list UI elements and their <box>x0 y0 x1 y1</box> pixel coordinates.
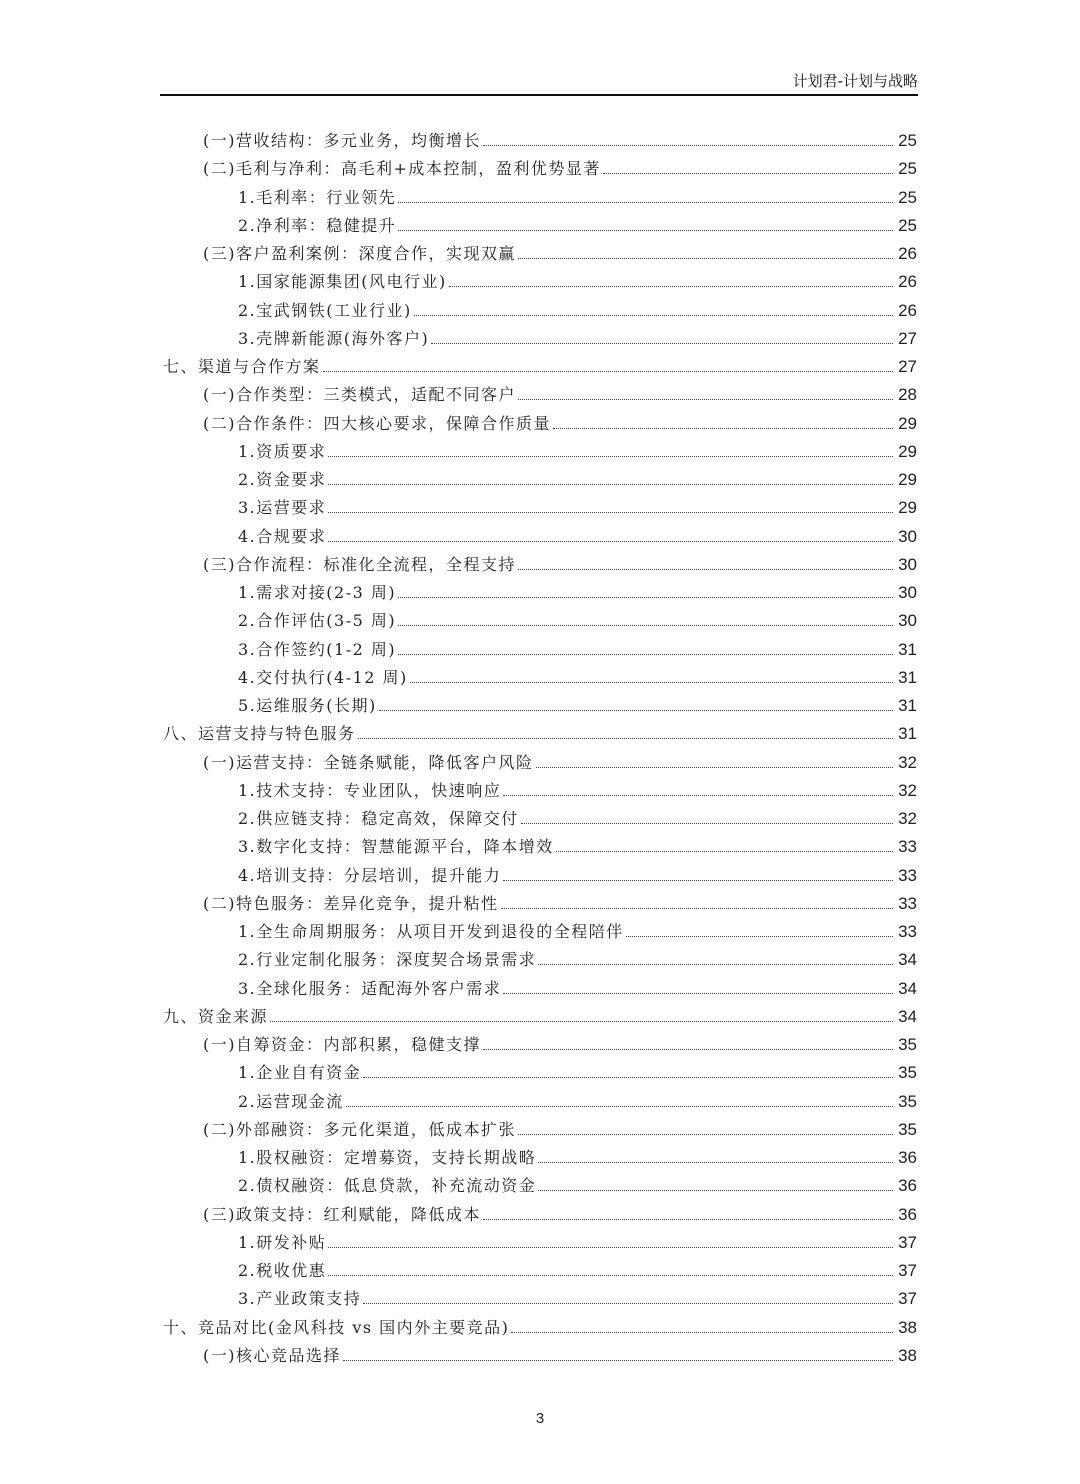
toc-entry-title: 5.运维服务(长期) <box>238 696 377 715</box>
toc-entry-title: (一)营收结构：多元业务，均衡增长 <box>203 131 481 150</box>
toc-entry-page: 35 <box>898 1035 917 1054</box>
toc-entry[interactable] <box>238 209 917 237</box>
toc-entry[interactable] <box>203 1113 917 1141</box>
toc-entry-page: 30 <box>898 554 917 574</box>
toc-entry-page: 25 <box>898 187 917 207</box>
toc-entry-page: 25 <box>898 159 917 179</box>
toc-entry-page: 35 <box>898 1119 917 1139</box>
toc-entry[interactable] <box>238 774 917 802</box>
toc-leader-dots <box>358 732 893 739</box>
toc-entry-page: 34 <box>898 978 917 998</box>
toc-entry-title: (二)特色服务：差异化竞争，提升粘性 <box>203 893 499 913</box>
toc-entry-page: 30 <box>898 611 917 631</box>
toc-entry-title: 2.合作评估(3-5 周) <box>238 611 397 631</box>
toc-entry-page: 35 <box>898 1091 917 1111</box>
toc-entry-page: 29 <box>898 470 917 489</box>
toc-entry-title: 2.资金要求 <box>238 470 327 489</box>
toc-entry[interactable] <box>238 689 917 717</box>
page-number: 3 <box>535 1410 545 1427</box>
toc-entry[interactable] <box>238 576 917 604</box>
toc-entry-page: 32 <box>898 752 917 772</box>
toc-entry-page: 37 <box>898 1261 917 1280</box>
toc-entry-title: 2.宝武钢铁(工业行业) <box>238 300 412 320</box>
toc-entry[interactable] <box>203 1198 917 1226</box>
toc-entry[interactable] <box>238 1169 917 1197</box>
toc-entry-page: 31 <box>898 667 917 687</box>
toc-entry-page: 33 <box>898 893 917 913</box>
toc-entry-title: 2.运营现金流 <box>238 1091 344 1111</box>
toc-entry[interactable] <box>238 181 917 209</box>
toc-entry-page: 31 <box>898 696 917 715</box>
toc-entry[interactable] <box>203 124 917 152</box>
toc-entry-title: (二)外部融资：多元化渠道，低成本扩张 <box>203 1119 516 1139</box>
toc-leader-dots <box>518 393 893 400</box>
toc-leader-dots <box>553 422 893 429</box>
toc-entry-page: 33 <box>898 865 917 885</box>
toc-entry-title: 2.税收优惠 <box>238 1261 327 1280</box>
toc-leader-dots <box>346 1100 893 1107</box>
toc-entry-page: 36 <box>898 1148 917 1167</box>
toc-entry-title: 1.股权融资：定增募资，支持长期战略 <box>238 1148 537 1167</box>
toc-entry-page: 29 <box>898 441 917 461</box>
toc-leader-dots <box>398 591 893 598</box>
toc-entry[interactable] <box>203 237 917 265</box>
toc-entry-page: 38 <box>898 1317 917 1337</box>
toc-entry[interactable] <box>203 746 917 774</box>
toc-leader-dots <box>538 1156 893 1163</box>
toc-entry-page: 30 <box>898 583 917 602</box>
toc-entry[interactable] <box>238 265 917 293</box>
toc-entry-title: 1.国家能源集团(风电行业) <box>238 272 447 292</box>
toc-entry-page: 29 <box>898 413 917 433</box>
toc-leader-dots <box>536 761 894 768</box>
toc-entry[interactable] <box>238 1056 917 1084</box>
toc-leader-dots <box>414 309 893 316</box>
toc-leader-dots <box>328 506 893 513</box>
toc-entry-page: 28 <box>898 385 917 405</box>
toc-entry[interactable] <box>203 1339 917 1367</box>
toc-entry-page: 27 <box>898 328 917 348</box>
toc-leader-dots <box>431 337 893 344</box>
toc-entry-title: 3.全球化服务：适配海外客户需求 <box>238 978 502 998</box>
toc-entry[interactable] <box>163 717 917 745</box>
toc-entry[interactable] <box>238 1282 917 1310</box>
toc-entry-page: 30 <box>898 526 917 546</box>
toc-leader-dots <box>518 252 893 259</box>
toc-entry[interactable] <box>238 322 917 350</box>
toc-leader-dots <box>343 1354 893 1361</box>
toc-leader-dots <box>328 535 893 542</box>
toc-entry[interactable] <box>203 548 917 576</box>
toc-entry[interactable] <box>203 378 917 406</box>
toc-entry-page: 34 <box>898 1006 917 1026</box>
toc-entry[interactable] <box>238 1254 917 1282</box>
toc-entry-title: 3.产业政策支持 <box>238 1289 362 1309</box>
header-title: 计划君-计划与战略 <box>792 72 918 90</box>
toc-leader-dots <box>398 196 893 203</box>
toc-entry[interactable] <box>163 350 917 378</box>
toc-entry-page: 31 <box>898 639 917 659</box>
toc-leader-dots <box>521 817 893 824</box>
toc-entry-title: 2.净利率：稳健提升 <box>238 215 397 235</box>
toc-entry[interactable] <box>238 859 917 887</box>
toc-entry-title: 1.技术支持：专业团队，快速响应 <box>238 780 502 800</box>
toc-leader-dots <box>328 1241 893 1248</box>
toc-entry[interactable] <box>238 633 917 661</box>
toc-entry[interactable] <box>238 661 917 689</box>
toc-leader-dots <box>603 167 893 174</box>
toc-entry-title: (三)合作流程：标准化全流程，全程支持 <box>203 554 516 574</box>
toc-entry-page: 37 <box>898 1289 917 1309</box>
toc-entry[interactable] <box>238 1085 917 1113</box>
toc-entry-title: 2.供应链支持：稳定高效，保障交付 <box>238 809 519 828</box>
toc-leader-dots <box>483 1213 893 1220</box>
toc-entry-title: 1.毛利率：行业领先 <box>238 187 397 207</box>
toc-entry-page: 36 <box>898 1204 917 1224</box>
toc-entry[interactable] <box>238 1141 917 1169</box>
toc-entry-title: (一)自筹资金：内部积累，稳健支撑 <box>203 1035 481 1054</box>
toc-entry-page: 26 <box>898 244 917 263</box>
toc-leader-dots <box>518 1128 893 1135</box>
toc-entry[interactable] <box>203 887 917 915</box>
toc-entry-title: 3.合作签约(1-2 周) <box>238 639 397 659</box>
toc-leader-dots <box>503 874 893 881</box>
toc-leader-dots <box>483 139 893 146</box>
toc-leader-dots <box>328 478 893 485</box>
toc-entry[interactable] <box>238 604 917 632</box>
toc-entry[interactable] <box>238 520 917 548</box>
toc-entry[interactable] <box>203 407 917 435</box>
toc-entry-title: 3.运营要求 <box>238 498 327 518</box>
toc-entry-page: 26 <box>898 272 917 292</box>
toc-entry[interactable] <box>203 152 917 180</box>
toc-entry[interactable] <box>238 830 917 858</box>
toc-entry-title: 1.资质要求 <box>238 441 327 461</box>
toc-entry-page: 27 <box>898 357 917 376</box>
toc-entry-title: 1.企业自有资金 <box>238 1063 362 1083</box>
toc-leader-dots <box>538 958 893 965</box>
toc-leader-dots <box>398 224 893 231</box>
toc-leader-dots <box>398 648 893 655</box>
toc-entry-title: 4.培训支持：分层培训，提升能力 <box>238 865 502 885</box>
toc-leader-dots <box>449 280 893 287</box>
toc-entry-title: 1.需求对接(2-3 周) <box>238 583 397 602</box>
toc-entry[interactable] <box>238 463 917 491</box>
toc-leader-dots <box>626 930 893 937</box>
toc-entry-title: (二)毛利与净利：高毛利+成本控制，盈利优势显著 <box>203 159 601 179</box>
toc-entry[interactable] <box>163 1311 917 1339</box>
toc-entry[interactable] <box>238 943 917 971</box>
toc-entry-title: 八、运营支持与特色服务 <box>163 724 356 744</box>
toc-entry-page: 37 <box>898 1232 917 1252</box>
toc-entry-title: 2.债权融资：低息贷款，补充流动资金 <box>238 1176 537 1196</box>
toc-leader-dots <box>410 676 893 683</box>
toc-entry[interactable] <box>238 491 917 519</box>
toc-entry-title: (一)合作类型：三类模式，适配不同客户 <box>203 385 516 405</box>
toc-leader-dots <box>503 789 893 796</box>
toc-entry-page: 31 <box>898 724 917 744</box>
toc-entry-title: 3.数字化支持：智慧能源平台，降本增效 <box>238 837 554 857</box>
toc-entry-title: (一)核心竞品选择 <box>203 1345 341 1365</box>
toc-entry[interactable] <box>238 915 917 943</box>
toc-entry-title: (三)政策支持：红利赋能，降低成本 <box>203 1204 481 1224</box>
toc-leader-dots <box>501 902 894 909</box>
toc-entry-page: 35 <box>898 1063 917 1083</box>
toc-leader-dots <box>556 845 893 852</box>
toc-entry-title: 4.交付执行(4-12 周) <box>238 667 408 687</box>
toc-entry-title: 九、资金来源 <box>163 1006 269 1026</box>
toc-entry-page: 29 <box>898 498 917 518</box>
toc-entry-page: 25 <box>898 215 917 235</box>
toc-leader-dots <box>503 987 893 994</box>
toc-entry-title: (三)客户盈利案例：深度合作，实现双赢 <box>203 244 516 263</box>
toc-entry-page: 33 <box>898 837 917 857</box>
toc-entry[interactable] <box>238 802 917 830</box>
toc-entry-title: 4.合规要求 <box>238 526 327 546</box>
toc-entry-page: 32 <box>898 809 917 828</box>
toc-entry[interactable] <box>238 435 917 463</box>
toc-leader-dots <box>483 1043 893 1050</box>
toc-entry[interactable] <box>163 1000 917 1028</box>
toc-leader-dots <box>323 365 893 372</box>
toc-entry[interactable] <box>238 294 917 322</box>
toc-leader-dots <box>538 1184 893 1191</box>
toc-entry[interactable] <box>238 972 917 1000</box>
toc-entry-title: 2.行业定制化服务：深度契合场景需求 <box>238 950 537 970</box>
page-header <box>160 66 918 96</box>
toc-entry-page: 38 <box>898 1345 917 1365</box>
toc-entry[interactable] <box>238 1226 917 1254</box>
toc-leader-dots <box>363 1297 893 1304</box>
toc-entry-page: 25 <box>898 131 917 150</box>
toc-entry-title: (一)运营支持：全链条赋能，降低客户风险 <box>203 752 534 772</box>
toc-leader-dots <box>379 704 893 711</box>
toc-entry-title: 1.全生命周期服务：从项目开发到退役的全程陪伴 <box>238 922 624 941</box>
toc-leader-dots <box>328 1269 893 1276</box>
toc-leader-dots <box>398 619 893 626</box>
toc-entry-title: 十、竞品对比(金风科技 vs 国内外主要竞品) <box>163 1317 510 1337</box>
toc-entry-page: 36 <box>898 1176 917 1196</box>
toc-entry-title: 1.研发补贴 <box>238 1232 327 1252</box>
toc-entry-page: 32 <box>898 780 917 800</box>
toc-leader-dots <box>511 1326 893 1333</box>
toc-entry-title: 3.壳牌新能源(海外客户) <box>238 328 430 348</box>
toc-entry-page: 26 <box>898 300 917 320</box>
toc-leader-dots <box>363 1071 893 1078</box>
toc-entry-page: 33 <box>898 922 917 941</box>
toc-leader-dots <box>328 450 893 457</box>
toc-entry-title: (二)合作条件：四大核心要求，保障合作质量 <box>203 413 551 433</box>
toc-entry-title: 七、渠道与合作方案 <box>163 357 321 376</box>
toc-entry[interactable] <box>203 1028 917 1056</box>
toc-entry-page: 34 <box>898 950 917 970</box>
toc-leader-dots <box>270 1015 893 1022</box>
toc-leader-dots <box>518 563 893 570</box>
